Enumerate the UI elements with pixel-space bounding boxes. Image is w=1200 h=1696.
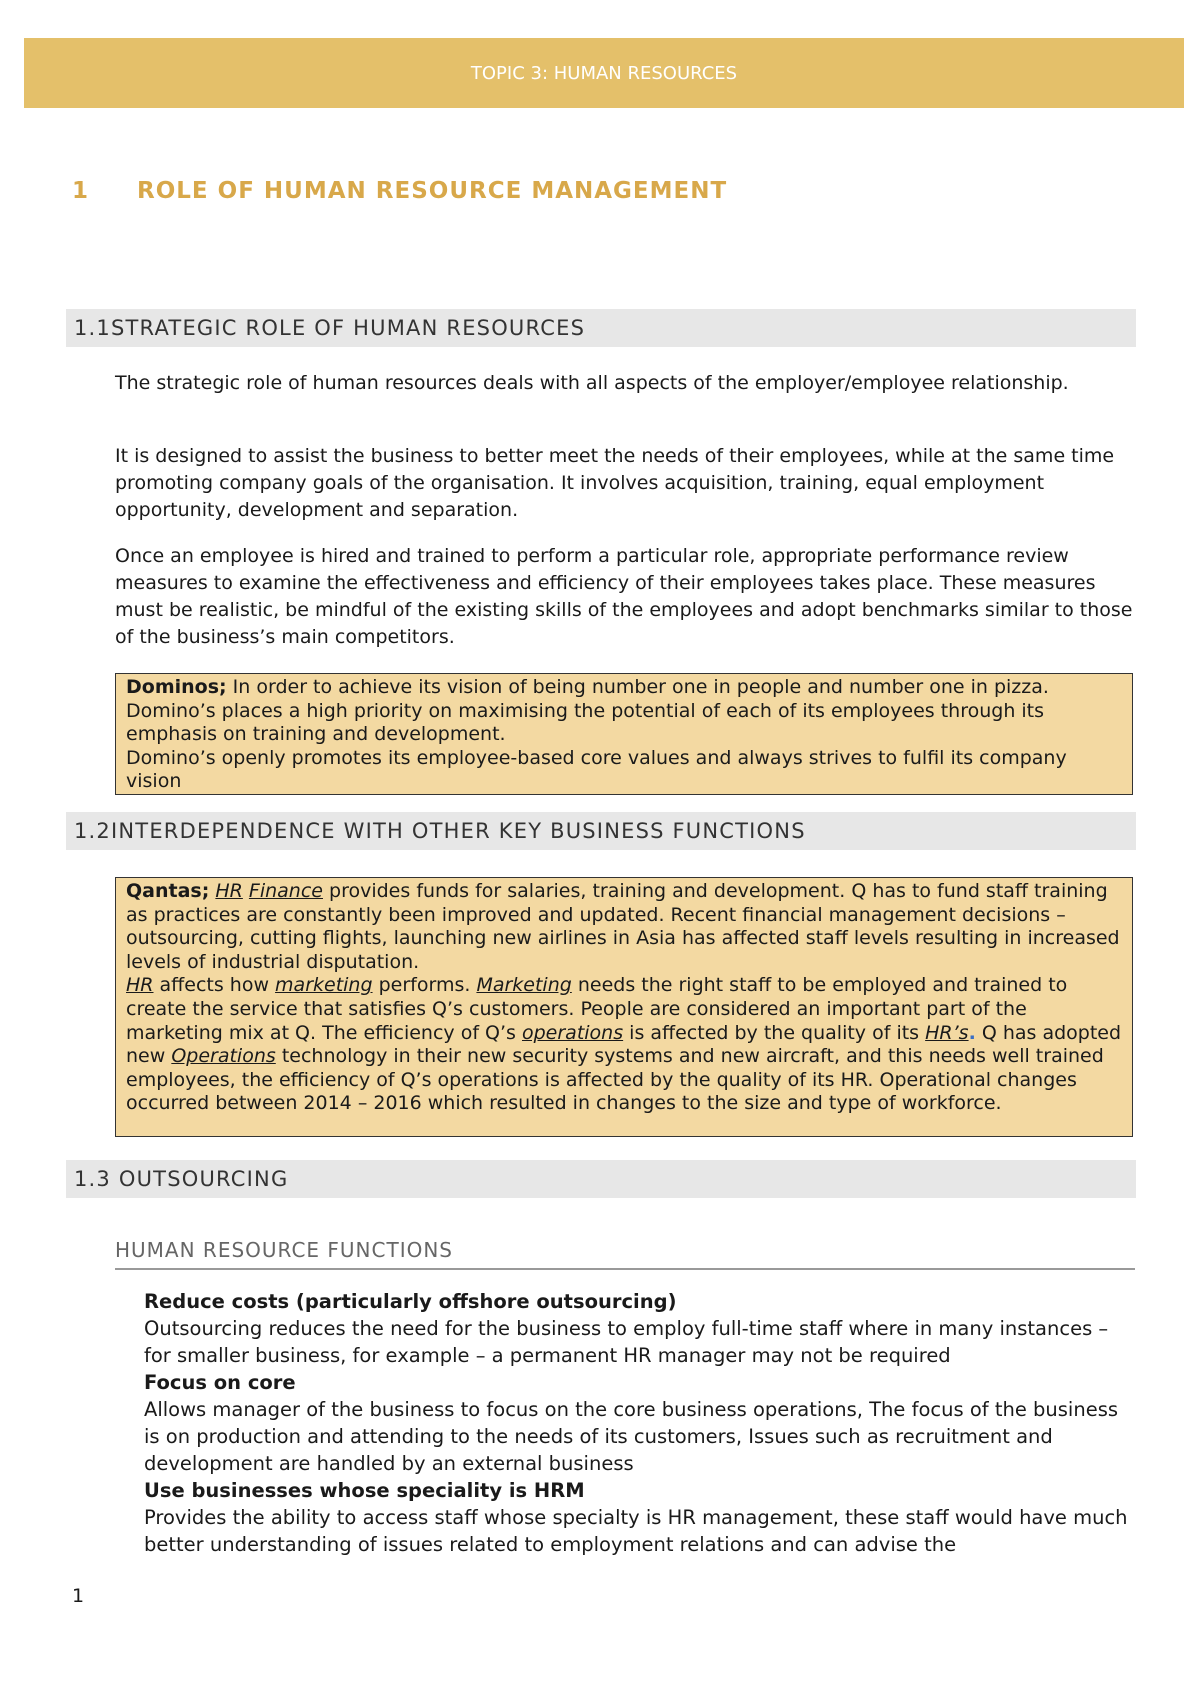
- benefit-heading-speciality: Use businesses whose speciality is HRM: [144, 1479, 585, 1502]
- marketing-link-1: marketing: [275, 974, 373, 997]
- hr-functions-subheading: [115, 1238, 1135, 1270]
- qantas-text-7: technology in their new security systems and new aircraft, and this needs well trained employees, the efficiency of Q’s operations is affected by the quality of its HR. Operational changes occurred between 2014 – 2016 which resulted in changes to the size and type of workforce.: [126, 1045, 1104, 1115]
- section-1-1-paragraph-2: It is designed to assist the business to better meet the needs of their employees, while at the same time promoting company goals of the organisation. It involves acquisition, training, equal employment opportunity, development and separation.: [115, 445, 1115, 521]
- outsourcing-benefits-list: [144, 1288, 1134, 1558]
- qantas-text-6: Q has adopted new: [126, 1021, 1122, 1068]
- benefit-heading-reduce-costs: Reduce costs (particularly offshore outsourcing): [144, 1290, 677, 1313]
- section-1-3-heading: [66, 1160, 1136, 1198]
- qantas-text-2: affects how: [153, 974, 276, 997]
- qantas-text-5: is affected by the quality of its: [623, 1021, 926, 1044]
- hrs-link: HR’s: [925, 1021, 969, 1044]
- qantas-finance-paragraph: [126, 880, 1122, 974]
- section-1-2-title: 1.2INTERDEPENDENCE WITH OTHER KEY BUSINESS FUNCTIONS: [74, 819, 806, 843]
- chapter-heading: [72, 178, 727, 204]
- marketing-link-2: Marketing: [476, 974, 572, 997]
- section-1-3-title: 1.3 OUTSOURCING: [74, 1167, 289, 1191]
- hr-functions-subheading-text: HUMAN RESOURCE FUNCTIONS: [115, 1238, 453, 1262]
- section-1-1-paragraph-3: Once an employee is hired and trained to perform a particular role, appropriate performance review measures to examine the effectiveness and efficiency of their employees takes place. These measures must be realistic, be mindful of the existing skills of the employees and adopt benchmarks similar to those of the business’s main competitors.: [115, 545, 1133, 648]
- section-1-1-heading: [66, 309, 1136, 347]
- qantas-label: Qantas;: [126, 880, 210, 902]
- hr-link-1: HR: [215, 880, 243, 902]
- page-header-bar: [24, 38, 1184, 108]
- dominos-case-line-1: [126, 676, 1122, 747]
- benefit-text-focus-core: Allows manager of the business to focus on the core business operations, The focus of the business is on production and attending to the needs of its customers, Issues such as recruitment and development are handled by an external business: [144, 1398, 1119, 1475]
- qantas-text-3: performs.: [372, 974, 477, 997]
- benefit-heading-focus-core: Focus on core: [144, 1371, 296, 1394]
- hr-link-2: HR: [126, 974, 154, 997]
- header-title: TOPIC 3: HUMAN RESOURCES: [470, 62, 738, 84]
- qantas-text-4: needs the right staff to be employed and trained to create the service that satisfies Q’s customers. People are considered an important part of the marketing mix at Q. The efficiency of Q’s: [126, 974, 1068, 1044]
- operations-link-2: Operations: [171, 1045, 276, 1068]
- section-1-1-paragraph-1: The strategic role of human resources deals with all aspects of the employer/employee relationship.: [115, 372, 1069, 394]
- finance-link: Finance: [248, 880, 323, 902]
- qantas-marketing-paragraph: [126, 974, 1122, 1116]
- page-number: 1: [72, 1585, 85, 1607]
- blue-dot: .: [968, 1021, 976, 1044]
- qantas-case-box: [115, 877, 1133, 1137]
- qantas-text-1: provides funds for salaries, training and development. Q has to fund staff training as practices are constantly been improved and updated. Recent financial management decisions – outsourcing, cutting flights, launching new airlines in Asia has affected staff levels resulting in increased levels of industrial disputation.: [126, 880, 1120, 973]
- dominos-label: Dominos;: [126, 676, 227, 698]
- dominos-case-box: [115, 673, 1133, 795]
- dominos-text-2: Domino’s openly promotes its employee-based core values and always strives to fulfil its company vision: [126, 746, 1067, 793]
- chapter-title: ROLE OF HUMAN RESOURCE MANAGEMENT: [137, 178, 728, 204]
- benefit-text-reduce-costs: Outsourcing reduces the need for the business to employ full-time staff where in many instances – for smaller business, for example – a permanent HR manager may not be required: [144, 1317, 1109, 1367]
- section-1-1-title: 1.1STRATEGIC ROLE OF HUMAN RESOURCES: [74, 316, 586, 340]
- operations-link-1: operations: [522, 1021, 624, 1044]
- benefit-text-speciality: Provides the ability to access staff whose specialty is HR management, these staff would have much better understanding of issues related to employment relations and can advise the: [144, 1506, 1128, 1556]
- chapter-number: 1: [72, 178, 90, 204]
- section-1-2-heading: [66, 812, 1136, 850]
- dominos-text-1: In order to achieve its vision of being number one in people and number one in pizza. Domino’s places a high priority on maximising the potential of each of its employees through its emphasis on training and development.: [126, 676, 1049, 746]
